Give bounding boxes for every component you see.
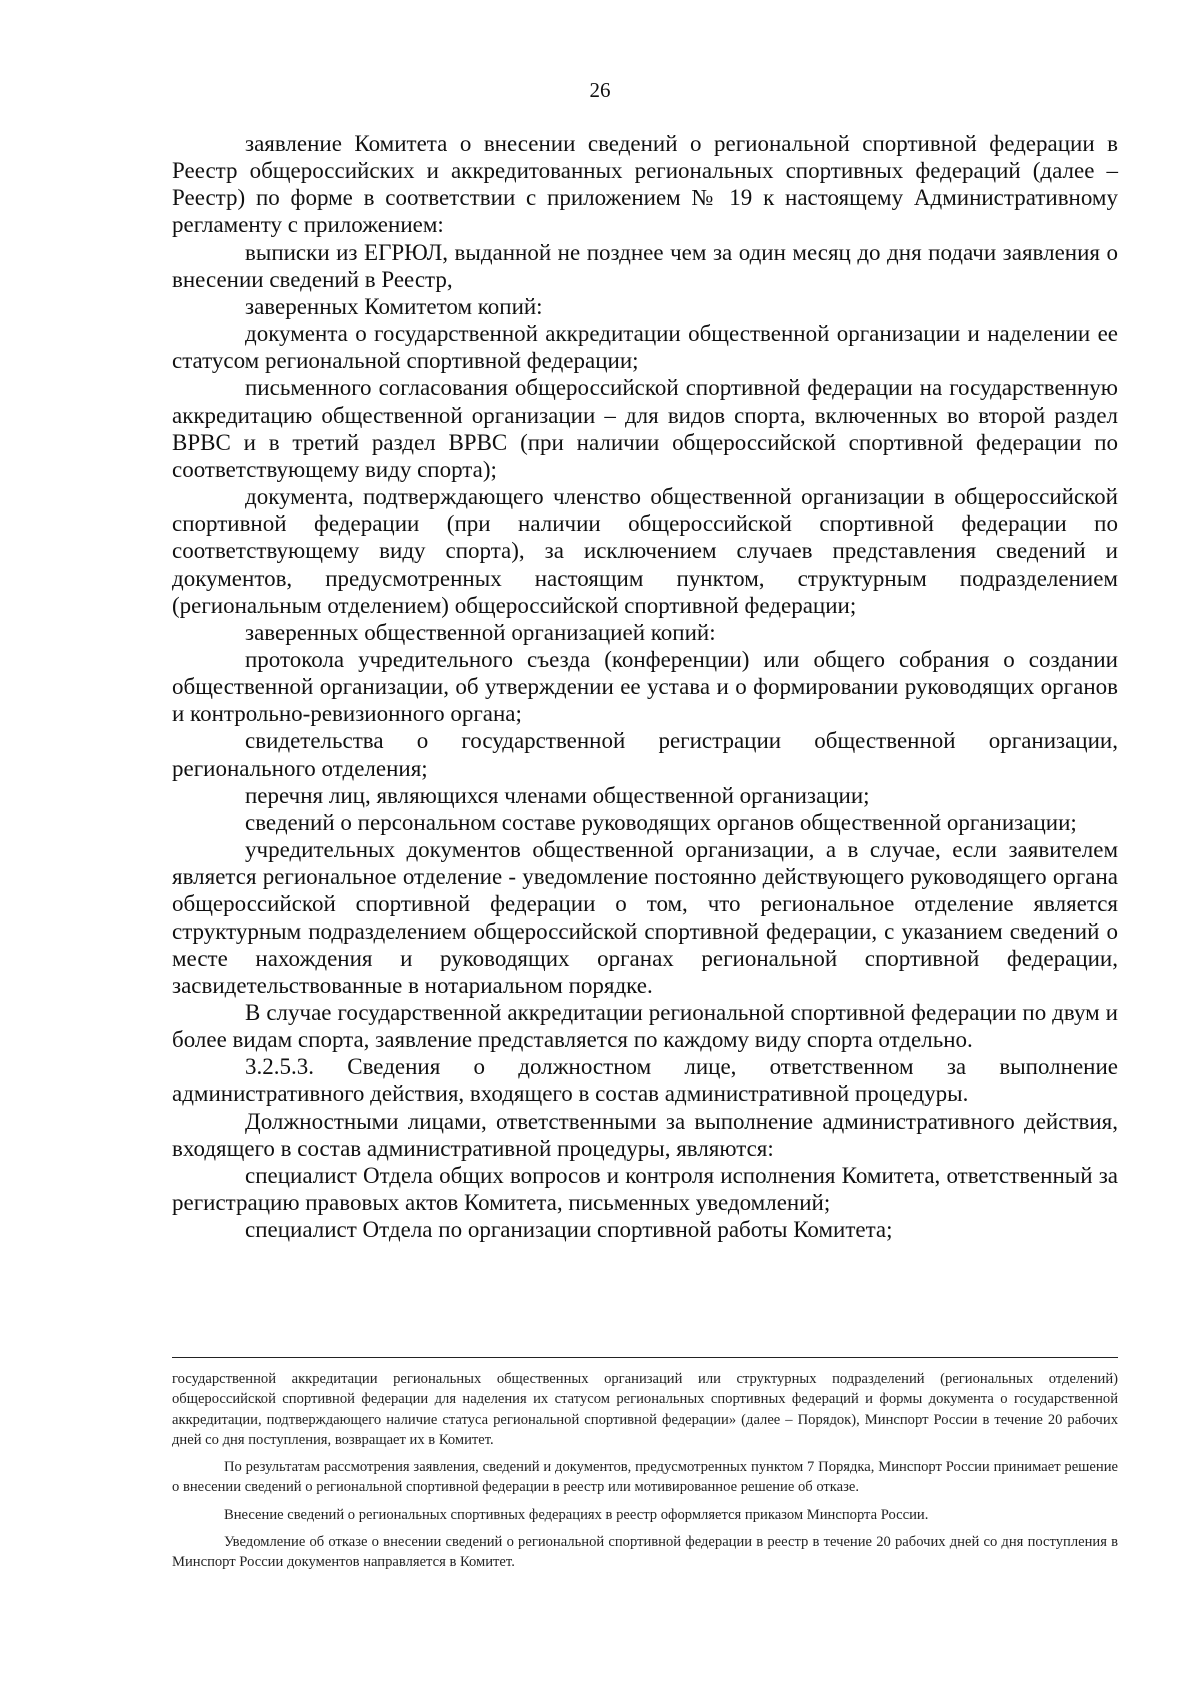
paragraph-responsible-officials: Должностными лицами, ответственными за выполнение административного действия, входящего в состав административной процедуры, являются: [172, 1108, 1118, 1161]
footnote-review-results: По результатам рассмотрения заявления, сведений и документов, предусмотренных пунктом 7 Порядка, Минспорт России принимает решение о внесении сведений о региональной спортивной федерации в реестр или мотивированное решение об отказе. [172, 1459, 1118, 1496]
paragraph-member-list: перечня лиц, являющихся членами общественной организации; [245, 782, 870, 808]
paragraph-egrul-extract: выписки из ЕГРЮЛ, выданной не позднее чем за один месяц до дня подачи заявления о внесении сведений в Реестр, [172, 239, 1118, 292]
footnote-registry-order: Внесение сведений о региональных спортивных федерациях в реестр оформляется приказом Минспорта России. [224, 1506, 929, 1523]
footnote-separator [172, 1357, 1118, 1358]
page-number: 26 [589, 78, 611, 102]
footnote-refusal-notice: Уведомление об отказе о внесении сведений о региональной спортивной федерации в реестр в течение 20 рабочих дней со дня поступления в Минспорт России документов направляется в Комитет. [172, 1534, 1118, 1571]
paragraph-membership-document: документа, подтверждающего членство общественной организации в общероссийской спортивной федерации (при наличии общероссийской спортивной федерации по соответствующему виду спорта), за исключением случаев представления сведений и документов, предусмотренных настоящим пунктом, структурным подразделением (региональным отделением) общероссийской спортивной федерации; [172, 484, 1118, 618]
paragraph-sports-work-specialist: специалист Отдела по организации спортивной работы Комитета; [245, 1217, 893, 1243]
paragraph-written-approval: письменного согласования общероссийской спортивной федерации на государственную аккредитацию общественной организации – для видов спорта, включенных во второй раздел ВРВС и в третий раздел ВРВС (при наличии общероссийской спортивной федерации по соответствующему виду спорта); [172, 375, 1118, 482]
paragraph-founding-protocol: протокола учредительного съезда (конференции) или общего собрания о создании общественной организации, об утверждении ее устава и о формировании руководящих органов и контрольно-ревизионного органа; [172, 646, 1118, 727]
footnote-continuation: государственной аккредитации региональных общественных организаций или структурных подразделений (региональных отделений) общероссийской спортивной федерации для наделения их статусом региональных спортивных федераций и формы документа о государственной аккредитации, подтверждающего наличие статуса региональной спортивной федерации» (далее – Порядок), Минспорт России в течение 20 рабочих дней со дня поступления, возвращает их в Комитет. [172, 1371, 1118, 1448]
paragraph-governing-bodies: сведений о персональном составе руководящих органов общественной организации; [245, 809, 1077, 835]
paragraph-multiple-sports: В случае государственной аккредитации региональной спортивной федерации по двум и более видам спорта, заявление представляется по каждому виду спорта отдельно. [172, 1000, 1118, 1053]
paragraph-committee-copies: заверенных Комитетом копий: [245, 293, 543, 319]
paragraph-organization-copies: заверенных общественной организацией копий: [245, 619, 716, 645]
footnotes [172, 1369, 1118, 1580]
paragraph-founding-documents: учредительных документов общественной организации, а в случае, если заявителем является региональное отделение - уведомление постоянно действующего руководящего органа общероссийской спортивной федерации о том, что региональное отделение является структурным подразделением общероссийской спортивной федерации, с указанием сведений о месте нахождения и руководящих органах региональной спортивной федерации, засвидетельствованные в нотариальном порядке. [172, 837, 1118, 998]
paragraph-application: заявление Комитета о внесении сведений о региональной спортивной федерации в Реестр общероссийских и аккредитованных региональных спортивных федераций (далее – Реестр) по форме в соответствии с приложением № 19 к настоящему Административному регламенту с приложением: [172, 131, 1118, 238]
main-text [172, 130, 1118, 1243]
paragraph-accreditation-document: документа о государственной аккредитации общественной организации и наделении ее статусом региональной спортивной федерации; [172, 321, 1118, 374]
paragraph-general-affairs-specialist: специалист Отдела общих вопросов и контроля исполнения Комитета, ответственный за регистрацию правовых актов Комитета, письменных уведомлений; [172, 1162, 1118, 1216]
paragraph-section-3-2-5-3: 3.2.5.3. Сведения о должностном лице, ответственном за выполнение административного действия, входящего в состав административной процедуры. [172, 1054, 1118, 1107]
paragraph-registration-certificate: свидетельства о государственной регистрации общественной организации, регионального отделения; [172, 728, 1118, 781]
